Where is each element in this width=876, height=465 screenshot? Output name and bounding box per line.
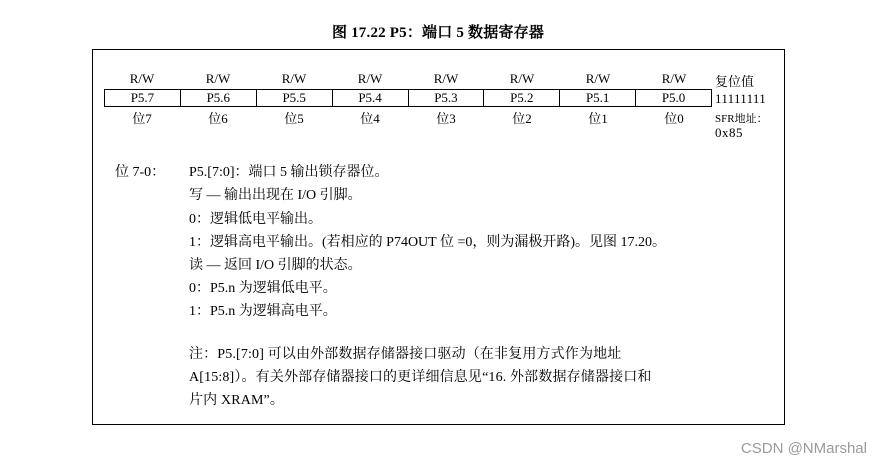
access-label: R/W [509, 71, 535, 86]
access-label: R/W [433, 71, 459, 86]
description-line: 写 — 输出出现在 I/O 引脚。 [189, 188, 362, 203]
register-field: P5.2 [484, 90, 560, 106]
description-line: 1：逻辑高电平输出。(若相应的 P74OUT 位 =0，则为漏极开路)。见图 17.20。 [189, 235, 667, 250]
register-field: P5.4 [333, 90, 409, 106]
description-line: 0：P5.n 为逻辑低电平。 [189, 281, 337, 296]
register-field: P5.3 [409, 90, 485, 106]
description-line: 读 — 返回 I/O 引脚的状态。 [189, 258, 362, 273]
access-label: R/W [661, 71, 687, 86]
description-line: P5.[7:0]：端口 5 输出锁存器位。 [189, 165, 389, 180]
bit-label: 位2 [512, 111, 532, 126]
register-field-table [104, 89, 712, 107]
register-field: P5.7 [105, 90, 181, 106]
description-line: 1：P5.n 为逻辑高电平。 [189, 304, 337, 319]
bit-label: 位6 [208, 111, 228, 126]
access-label: R/W [129, 71, 155, 86]
bit-label: 位1 [588, 111, 608, 126]
sfr-address: 0x85 [715, 125, 743, 140]
register-field: P5.0 [661, 90, 686, 105]
bit-label: 位4 [360, 111, 380, 126]
access-label: R/W [205, 71, 231, 86]
reset-value: 11111111 [715, 91, 767, 106]
bits-range-label: 位 7-0： [115, 165, 166, 180]
description-line: 0：逻辑低电平输出。 [189, 212, 322, 227]
sfr-label: SFR地址： [715, 113, 768, 125]
register-field: P5.5 [257, 90, 333, 106]
bit-label: 位3 [436, 111, 456, 126]
note-line: A[15:8]）。有关外部存储器接口的更详细信息见“16. 外部数据存储器接口和 [189, 370, 652, 385]
figure-title: 图 17.22 P5：端口 5 数据寄存器 [331, 25, 545, 41]
bit-label: 位0 [664, 111, 684, 126]
note-line: 片内 XRAM”。 [189, 393, 285, 408]
access-label: R/W [585, 71, 611, 86]
access-label: R/W [357, 71, 383, 86]
register-field: P5.1 [560, 90, 636, 106]
reset-label: 复位值 [715, 74, 755, 89]
bit-label: 位7 [132, 111, 152, 126]
access-label: R/W [281, 71, 307, 86]
watermark: CSDN @NMarshal [740, 440, 867, 457]
bit-label: 位5 [284, 111, 304, 126]
register-field: P5.6 [181, 90, 257, 106]
note-line: 注：P5.[7:0] 可以由外部数据存储器接口驱动（在非复用方式作为地址 [189, 347, 622, 362]
